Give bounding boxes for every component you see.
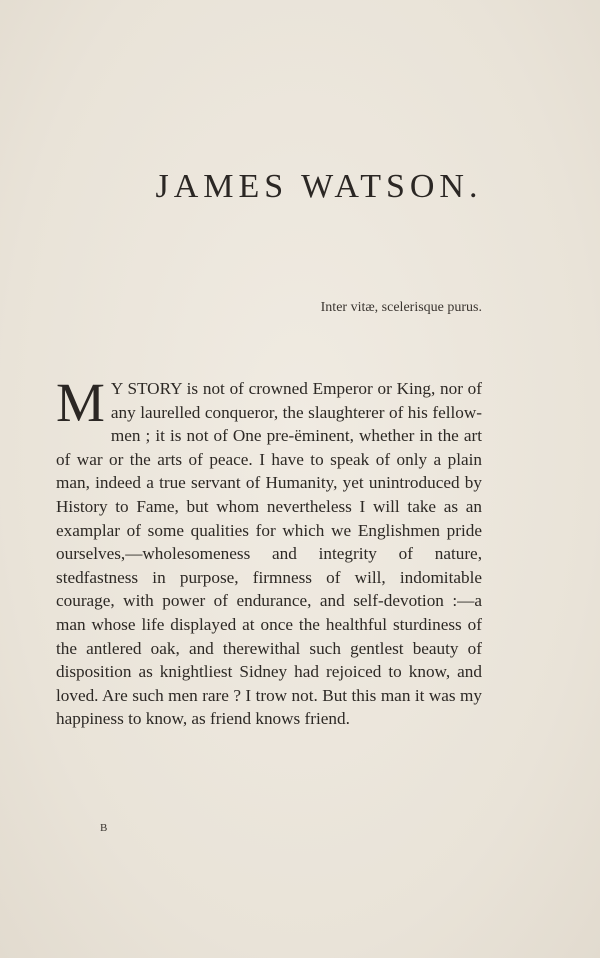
signature-mark: B xyxy=(100,822,108,834)
body-text: Y STORY is not of crowned Emperor or King, nor of any laurelled conqueror, the slaughterer of his fellow-men ; it is not of One pre-ëminent, whether in the art of war or the arts of peace. I have to speak of only a plain man, indeed a true servant of Humanity, yet unintroduced by History to Fame, but whom nevertheless I will take as an examplar of some qualities for which we Englishmen pride ourselves,—wholesomeness and integrity of nature, stedfastness in purpose, firmness of will, indomitable courage, with power of endurance, and self-devotion :—a man whose life displayed at once the healthful sturdiness of the antlered oak, and therewithal such gentlest beauty of disposition as knightliest Sidney had rejoiced to know, and loved. Are such men rare ? I trow not. But this man it was my happiness to know, as friend knows friend. xyxy=(56,379,482,729)
body-paragraph xyxy=(56,372,482,731)
chapter-title: JAMES WATSON. xyxy=(155,168,483,205)
epigraph: Inter vitæ, scelerisque purus. xyxy=(320,300,482,315)
drop-cap: M xyxy=(56,372,105,433)
